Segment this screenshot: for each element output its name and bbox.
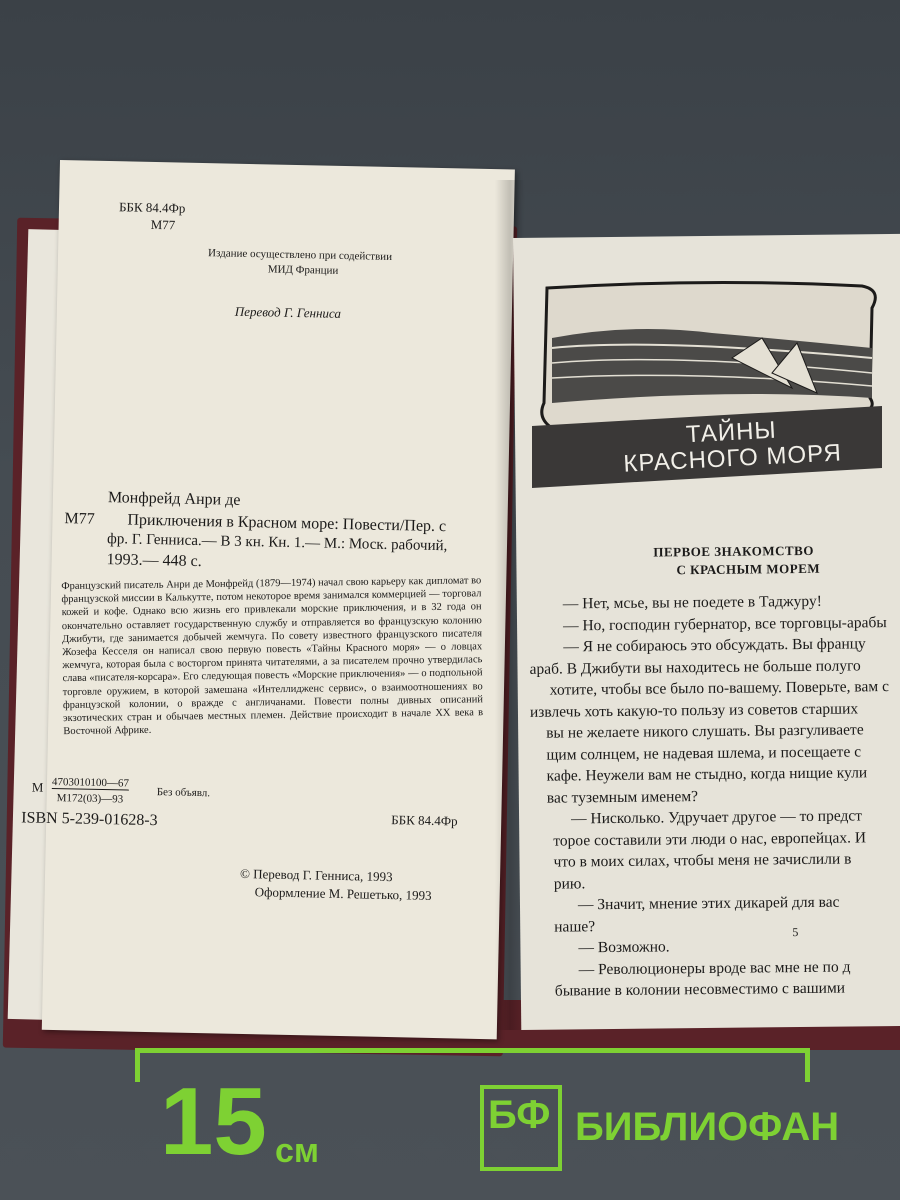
brand-logo-letters: БФ	[488, 1093, 551, 1137]
scale-unit: см	[275, 1132, 320, 1170]
body-line: — Нисколько. Удручает другое — то предст	[570, 807, 863, 828]
body-line: рию.	[553, 874, 586, 893]
body-line: кафе. Неужели вам не стыдно, когда нищие кули	[546, 764, 868, 785]
body-line: — Возможно.	[578, 938, 670, 957]
body-line: вы не желаете никого слушать. Вы разгуливаете	[546, 721, 864, 742]
body-line: вас туземным именем?	[546, 787, 699, 807]
body-line: извлечь хоть какую-то пользу из советов старших	[529, 699, 859, 721]
catalog-author: Монфрейд Анри де	[107, 489, 241, 509]
copyright-design: Оформление М. Решетько, 1993	[254, 884, 432, 903]
body-line: — Но, господин губернатор, все торговцы-арабы	[562, 613, 887, 634]
book-annotation: Французский писатель Анри де Монфрейд (1879—1974) начал свою карьеру как дипломат во французской миссии в Калькутте, потом некоторое время занимался коммерцией — торговал кожей и кофе. Однако всю жизнь его привлекали морские приключения, и в 32 года он окончательно оставляет государственную службу и отправляется во французскую колонию Джибути, где занимается добычей жемчуга. По совету известного французского писателя Жозефа Кесселя он написал свою первую повесть «Тайны Красного моря» — о ловцах жемчуга, которая была с восторгом принята читателями, а за писателем прочно утвердилась слава «писателя-корсара». Его следующая повесть «Морские приключения» — о подпольной торговле оружием, в которой замешана «Интеллидженс сервис», о взаимоотношениях во французской колонии, о вражде с англичанами. Повести полны дивных описаний экзотических стран и обычаев местных племен. Действие происходит в начале XX века в Восточной Африке.	[61, 575, 484, 738]
body-line: бывание в колонии несовместимо с вашими	[554, 979, 846, 1000]
support-line-1: Издание осуществлено при содействии	[207, 247, 393, 263]
bbk-code-top: ББК 84.4Фр	[118, 199, 186, 216]
body-line: — Я не собираюсь это обсуждать. Вы францу	[563, 635, 866, 656]
scale-size: 15	[160, 1068, 267, 1175]
bbk-code-bottom: ББК 84.4Фр	[391, 812, 458, 829]
body-line: щим солнцем, не надевая шлема, и посещаете с	[546, 742, 862, 764]
catalog-desc-2: фр. Г. Генниса.— В 3 кн. Кн. 1.— М.: Моск. рабочий,	[106, 531, 448, 555]
translator-credit: Перевод Г. Генниса	[234, 303, 342, 321]
catalog-desc-1: Приключения в Красном море: Повести/Пер. с	[127, 511, 447, 536]
banner-title-line-2: КРАСНОГО МОРЯ	[622, 439, 843, 478]
body-line: — Нет, мсье, вы не поедете в Таджуру!	[562, 592, 822, 613]
chapter-body	[529, 590, 900, 1003]
catalog-code: М77	[64, 510, 95, 528]
body-line: хотите, чтобы все было по-вашему. Поверьте, вам с	[549, 678, 890, 699]
left-page	[21, 160, 515, 1039]
chapter-title-line-2: С КРАСНЫМ МОРЕМ	[676, 560, 821, 578]
catalog-desc-3: 1993.— 448 с.	[106, 551, 202, 571]
isbn: ISBN 5-239-01628-3	[21, 809, 158, 830]
brand-logo	[480, 1085, 562, 1171]
support-line-2: МИД Франции	[267, 263, 339, 277]
m-index-denominator: М172(03)—93	[56, 792, 124, 806]
body-line: что в моих силах, чтобы меня не зачислили в	[553, 850, 852, 871]
brand-name: БИБЛИОФАН	[575, 1105, 840, 1149]
chapter-title-line-1: ПЕРВОЕ ЗНАКОМСТВО	[653, 542, 814, 560]
author-mark-top: М77	[150, 216, 176, 233]
m-index-letter: М	[31, 779, 44, 795]
body-line: — Значит, мнение этих дикарей для вас	[577, 893, 840, 914]
body-line: наше?	[554, 917, 596, 936]
page-number: 5	[792, 925, 799, 940]
copyright-translation: © Перевод Г. Генниса, 1993	[239, 865, 393, 885]
body-line: торое составили эти люди о нас, европейцах. И	[553, 828, 867, 850]
banner-title-line-1: ТАЙНЫ	[685, 416, 778, 449]
no-ads-note: Без объявл.	[156, 786, 211, 800]
m-index-numerator: 4703010100—67	[51, 775, 130, 790]
body-line: араб. В Джибути вы находитесь не больше полуго	[529, 656, 861, 678]
body-line: — Революционеры вроде вас мне не по д	[578, 958, 851, 978]
